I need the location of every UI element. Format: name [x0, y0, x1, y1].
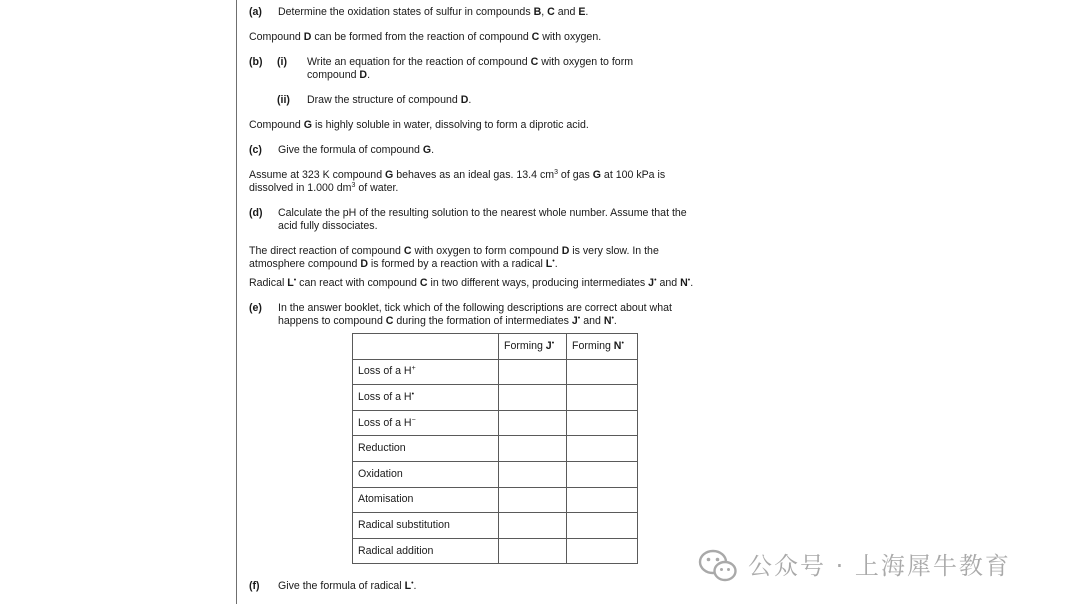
- table-row: [353, 513, 638, 539]
- question-label-a: (a): [249, 6, 262, 18]
- tick-box-forming-n[interactable]: [567, 359, 638, 385]
- question-label-b: (b): [249, 56, 263, 68]
- assume-line1: Assume at 323 K compound G behaves as an ideal gas. 13.4 $cm^3$ of gas G at 100 kPa is: [249, 169, 666, 181]
- table-header-row: [353, 334, 638, 360]
- question-b-i-line1: Write an equation for the reaction of compound C with oxygen to form: [307, 56, 634, 68]
- question-label-e: (e): [249, 302, 262, 314]
- direct-reaction-line1: The direct reaction of compound C with oxygen to form compound D is very slow. In the: [249, 245, 659, 257]
- row-label: Reduction: [353, 436, 499, 462]
- question-label-b-i: (i): [277, 56, 287, 68]
- row-label: Oxidation: [353, 461, 499, 487]
- radical-l-text: Radical L• can react with compound C in two different ways, producing intermediates J• and N•.: [249, 277, 694, 289]
- tick-box-forming-j[interactable]: [499, 461, 567, 487]
- tick-box-forming-j[interactable]: [499, 359, 567, 385]
- question-f-text: Give the formula of radical L•.: [278, 580, 417, 592]
- question-label-b-ii: (ii): [277, 94, 290, 106]
- page-left-border: [236, 0, 237, 604]
- question-a-text: Determine the oxidation states of sulfur in compounds B, C and E.: [278, 6, 589, 18]
- tick-box-forming-n[interactable]: [567, 461, 638, 487]
- watermark-text: 公众号 · 上海犀牛教育: [748, 551, 1011, 580]
- direct-reaction-line2: atmosphere compound D is formed by a reaction with a radical L•.: [249, 258, 558, 270]
- row-label: Radical substitution: [353, 513, 499, 539]
- question-d-line1: Calculate the pH of the resulting solution to the nearest whole number. Assume that the: [278, 207, 687, 219]
- question-label-f: (f): [249, 580, 260, 592]
- tick-box-forming-j[interactable]: [499, 538, 567, 564]
- row-label: Atomisation: [353, 487, 499, 513]
- intro-compound-d: Compound D can be formed from the reaction of compound C with oxygen.: [249, 31, 602, 43]
- tick-box-forming-j[interactable]: [499, 385, 567, 411]
- table-row: [353, 385, 638, 411]
- row-label: Loss of a H−: [353, 410, 499, 436]
- table-row: [353, 461, 638, 487]
- tick-box-forming-j[interactable]: [499, 513, 567, 539]
- question-d-line2: acid fully dissociates.: [278, 220, 378, 232]
- watermark: [698, 549, 1011, 583]
- question-b-ii-text: Draw the structure of compound D.: [307, 94, 472, 106]
- question-label-c: (c): [249, 144, 262, 156]
- table-row: [353, 538, 638, 564]
- table-row: [353, 410, 638, 436]
- table-header-forming-j: Forming J•: [499, 334, 567, 360]
- row-label: Loss of a H+: [353, 359, 499, 385]
- tick-box-forming-n[interactable]: [567, 538, 638, 564]
- assume-line2: dissolved in 1.000 $dm^3$ of water.: [249, 182, 399, 194]
- row-label: Radical addition: [353, 538, 499, 564]
- table-header-empty: [353, 334, 499, 360]
- question-c-text: Give the formula of compound G.: [278, 144, 435, 156]
- table-row: [353, 436, 638, 462]
- intro-compound-g: Compound G is highly soluble in water, dissolving to form a diprotic acid.: [249, 119, 589, 131]
- tick-box-forming-j[interactable]: [499, 487, 567, 513]
- tick-box-forming-n[interactable]: [567, 513, 638, 539]
- question-e-line2: happens to compound C during the formation of intermediates J• and N•.: [278, 315, 617, 327]
- question-label-d: (d): [249, 207, 263, 219]
- answer-table: [352, 333, 638, 564]
- table-header-forming-n: Forming N•: [567, 334, 638, 360]
- table-row: [353, 359, 638, 385]
- question-e-line1: In the answer booklet, tick which of the following descriptions are correct about what: [278, 302, 672, 314]
- tick-box-forming-n[interactable]: [567, 487, 638, 513]
- table-row: [353, 487, 638, 513]
- question-b-i-line2: compound D.: [307, 69, 371, 81]
- tick-box-forming-n[interactable]: [567, 385, 638, 411]
- tick-box-forming-n[interactable]: [567, 436, 638, 462]
- tick-box-forming-j[interactable]: [499, 436, 567, 462]
- tick-box-forming-n[interactable]: [567, 410, 638, 436]
- tick-box-forming-j[interactable]: [499, 410, 567, 436]
- wechat-icon: [698, 549, 738, 583]
- row-label: Loss of a H•: [353, 385, 499, 411]
